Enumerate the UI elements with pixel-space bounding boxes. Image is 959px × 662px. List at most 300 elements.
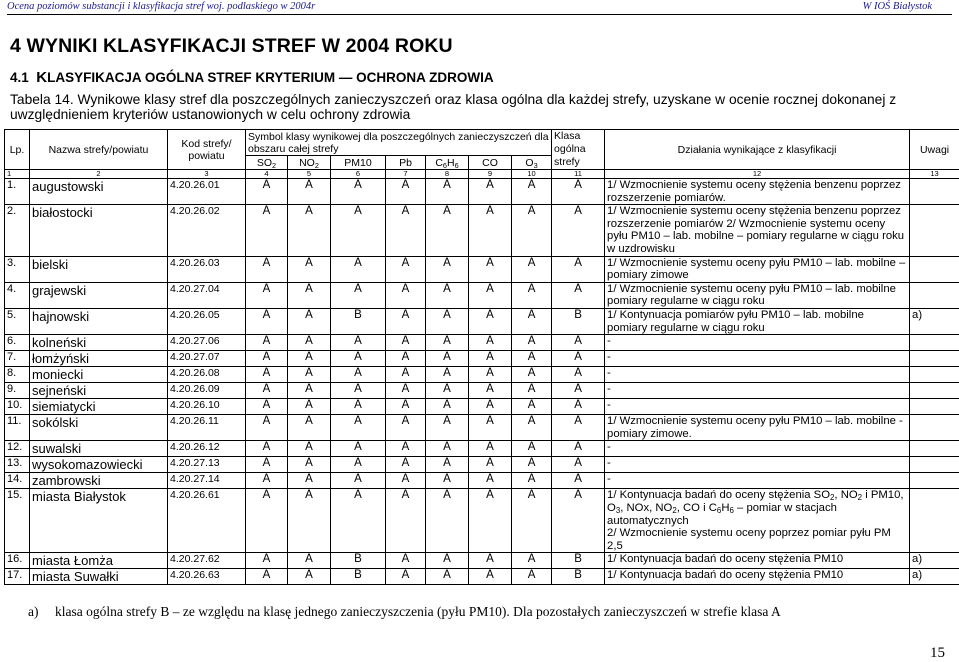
cell-name: sejneński <box>30 383 168 399</box>
column-number: 12 <box>605 170 910 179</box>
cell-actions: 1/ Wzmocnienie systemu oceny stężenia benzenu poprzez rozszerzenie pomiarów. <box>605 179 910 205</box>
cell-co: A <box>469 256 512 282</box>
header-right: W IOŚ Białystok <box>863 1 932 12</box>
cell-actions <box>605 489 910 553</box>
cell-pb: A <box>386 399 426 415</box>
cell-c6h6: A <box>426 367 469 383</box>
cell-name: zambrowski <box>30 473 168 489</box>
cell-co: A <box>469 205 512 256</box>
header-c6h6 <box>426 156 469 170</box>
cell-name: suwalski <box>30 441 168 457</box>
cell-klasa: A <box>552 399 605 415</box>
cell-lp: 3. <box>5 256 30 282</box>
cell-lp: 10. <box>5 399 30 415</box>
cell-no2: A <box>288 441 331 457</box>
header-pb: Pb <box>386 156 426 170</box>
cell-klasa: A <box>552 441 605 457</box>
page-number: 15 <box>930 645 945 662</box>
cell-no2: A <box>288 473 331 489</box>
cell-pm10: B <box>331 308 386 334</box>
cell-lp: 16. <box>5 553 30 569</box>
cell-so2: A <box>246 351 288 367</box>
cell-code: 4.20.26.03 <box>168 256 246 282</box>
column-number: 9 <box>469 170 512 179</box>
cell-pm10: A <box>331 415 386 441</box>
table-row <box>5 205 959 256</box>
cell-o3: A <box>512 553 552 569</box>
cell-lp: 6. <box>5 335 30 351</box>
cell-name: miasta Łomża <box>30 553 168 569</box>
cell-so2: A <box>246 489 288 553</box>
cell-c6h6: A <box>426 415 469 441</box>
cell-c6h6: A <box>426 383 469 399</box>
actions-part: 2 <box>858 493 862 502</box>
cell-pm10: A <box>331 399 386 415</box>
cell-co: A <box>469 308 512 334</box>
cell-name: bielski <box>30 256 168 282</box>
cell-o3: A <box>512 473 552 489</box>
column-number: 3 <box>168 170 246 179</box>
header-so2 <box>246 156 288 170</box>
table-row <box>5 415 959 441</box>
cell-co: A <box>469 399 512 415</box>
heading-2-first-letter: K <box>36 69 47 86</box>
cell-code: 4.20.27.14 <box>168 473 246 489</box>
cell-so2: A <box>246 569 288 585</box>
cell-o3: A <box>512 489 552 553</box>
cell-lp: 15. <box>5 489 30 553</box>
cell-o3: A <box>512 179 552 205</box>
cell-pm10: A <box>331 179 386 205</box>
cell-o3: A <box>512 335 552 351</box>
cell-actions: - <box>605 367 910 383</box>
column-number: 2 <box>30 170 168 179</box>
cell-code: 4.20.27.62 <box>168 553 246 569</box>
cell-code: 4.20.26.63 <box>168 569 246 585</box>
cell-code: 4.20.26.02 <box>168 205 246 256</box>
column-number: 5 <box>288 170 331 179</box>
cell-lp: 7. <box>5 351 30 367</box>
cell-so2: A <box>246 335 288 351</box>
actions-part: 2/ Wzmocnienie systemu oceny poprzez pomiar pyłu PM 2,5 <box>607 527 891 552</box>
cell-no2: A <box>288 383 331 399</box>
footnote <box>28 604 781 620</box>
cell-pb: A <box>386 351 426 367</box>
cell-o3: A <box>512 308 552 334</box>
cell-remarks <box>910 489 959 553</box>
cell-so2: A <box>246 441 288 457</box>
cell-actions: - <box>605 383 910 399</box>
table-row <box>5 399 959 415</box>
cell-pm10: A <box>331 205 386 256</box>
actions-part: 2 <box>672 506 676 515</box>
cell-o3: A <box>512 383 552 399</box>
actions-part: H <box>721 502 729 514</box>
cell-pm10: B <box>331 569 386 585</box>
header-remarks: Uwagi <box>910 130 959 170</box>
cell-pb: A <box>386 553 426 569</box>
column-number: 13 <box>910 170 959 179</box>
cell-c6h6: A <box>426 308 469 334</box>
column-number: 11 <box>552 170 605 179</box>
table-row <box>5 335 959 351</box>
cell-code: 4.20.27.13 <box>168 457 246 473</box>
cell-klasa: B <box>552 569 605 585</box>
table-row <box>5 308 959 334</box>
cell-lp: 9. <box>5 383 30 399</box>
cell-actions: - <box>605 457 910 473</box>
cell-c6h6: A <box>426 256 469 282</box>
cell-so2: A <box>246 457 288 473</box>
cell-remarks: a) <box>910 308 959 334</box>
cell-lp: 17. <box>5 569 30 585</box>
cell-remarks <box>910 399 959 415</box>
cell-lp: 8. <box>5 367 30 383</box>
actions-part: 2 <box>830 493 834 502</box>
header-o3 <box>512 156 552 170</box>
cell-c6h6: A <box>426 179 469 205</box>
actions-part: 6 <box>717 506 721 515</box>
c6h6-sub1: 6 <box>443 161 447 170</box>
cell-pm10: A <box>331 335 386 351</box>
header-symbol: Symbol klasy wynikowej dla poszczególnych zanieczyszczeń dla obszaru całej strefy <box>246 130 552 156</box>
cell-klasa: A <box>552 282 605 308</box>
cell-klasa: B <box>552 308 605 334</box>
cell-no2: A <box>288 308 331 334</box>
cell-name: miasta Białystok <box>30 489 168 553</box>
cell-no2: A <box>288 569 331 585</box>
cell-code: 4.20.26.61 <box>168 489 246 553</box>
table-caption: Tabela 14. Wynikowe klasy stref dla poszczególnych zanieczyszczeń oraz klasa ogólna dla każdej strefy, uzyskane w ocenie rocznej dokonanej z uwzględnieniem kryteriów ustanowionych w celu ochrony zdrowia <box>10 92 955 122</box>
cell-pb: A <box>386 383 426 399</box>
cell-pb: A <box>386 415 426 441</box>
cell-pm10: A <box>331 457 386 473</box>
cell-lp: 2. <box>5 205 30 256</box>
cell-pb: A <box>386 282 426 308</box>
cell-co: A <box>469 351 512 367</box>
cell-so2: A <box>246 282 288 308</box>
cell-pb: A <box>386 473 426 489</box>
cell-c6h6: A <box>426 205 469 256</box>
cell-lp: 14. <box>5 473 30 489</box>
cell-code: 4.20.26.09 <box>168 383 246 399</box>
cell-actions: 1/ Kontynuacja badań do oceny stężenia PM10 <box>605 553 910 569</box>
cell-c6h6: A <box>426 553 469 569</box>
cell-pm10: A <box>331 383 386 399</box>
cell-c6h6: A <box>426 489 469 553</box>
cell-klasa: A <box>552 256 605 282</box>
actions-part: i PM10, O <box>607 489 903 514</box>
cell-so2: A <box>246 367 288 383</box>
heading-2 <box>10 69 494 86</box>
cell-co: A <box>469 335 512 351</box>
cell-c6h6: A <box>426 351 469 367</box>
cell-c6h6: A <box>426 399 469 415</box>
cell-actions: - <box>605 351 910 367</box>
cell-remarks <box>910 205 959 256</box>
cell-co: A <box>469 473 512 489</box>
cell-remarks <box>910 383 959 399</box>
header-klasa: Klasa ogólna strefy <box>552 130 605 170</box>
cell-o3: A <box>512 441 552 457</box>
cell-code: 4.20.26.08 <box>168 367 246 383</box>
header-actions: Działania wynikające z klasyfikacji <box>605 130 910 170</box>
column-number: 8 <box>426 170 469 179</box>
cell-pb: A <box>386 205 426 256</box>
cell-name: kolneński <box>30 335 168 351</box>
cell-remarks <box>910 367 959 383</box>
heading-1: 4 WYNIKI KLASYFIKACJI STREF W 2004 ROKU <box>10 35 453 58</box>
cell-actions: - <box>605 335 910 351</box>
cell-o3: A <box>512 457 552 473</box>
table-row <box>5 256 959 282</box>
cell-c6h6: A <box>426 282 469 308</box>
column-number: 7 <box>386 170 426 179</box>
cell-co: A <box>469 553 512 569</box>
heading-2-number: 4.1 <box>10 70 29 85</box>
table-row <box>5 179 959 205</box>
cell-no2: A <box>288 367 331 383</box>
cell-name: siemiatycki <box>30 399 168 415</box>
cell-pb: A <box>386 489 426 553</box>
cell-klasa: A <box>552 179 605 205</box>
cell-remarks <box>910 256 959 282</box>
cell-klasa: A <box>552 457 605 473</box>
cell-remarks: a) <box>910 569 959 585</box>
header-rule <box>7 14 952 15</box>
cell-pm10: A <box>331 256 386 282</box>
footnote-label: a) <box>28 604 55 620</box>
cell-o3: A <box>512 399 552 415</box>
cell-code: 4.20.26.10 <box>168 399 246 415</box>
cell-no2: A <box>288 205 331 256</box>
cell-so2: A <box>246 415 288 441</box>
cell-so2: A <box>246 473 288 489</box>
table-row <box>5 351 959 367</box>
cell-pm10: A <box>331 489 386 553</box>
actions-part: 6 <box>730 506 734 515</box>
actions-part: 3 <box>616 506 620 515</box>
cell-no2: A <box>288 335 331 351</box>
cell-code: 4.20.27.07 <box>168 351 246 367</box>
cell-actions: - <box>605 441 910 457</box>
cell-actions: 1/ Kontynuacja pomiarów pyłu PM10 – lab. mobilne pomiary regularne w ciągu roku <box>605 308 910 334</box>
table-row <box>5 441 959 457</box>
cell-so2: A <box>246 256 288 282</box>
table-header-row <box>5 130 959 156</box>
cell-pb: A <box>386 367 426 383</box>
cell-co: A <box>469 415 512 441</box>
cell-klasa: A <box>552 367 605 383</box>
cell-no2: A <box>288 256 331 282</box>
c6h6-h: H <box>447 157 455 169</box>
table-row <box>5 383 959 399</box>
cell-name: augustowski <box>30 179 168 205</box>
cell-lp: 4. <box>5 282 30 308</box>
cell-so2: A <box>246 553 288 569</box>
cell-o3: A <box>512 415 552 441</box>
cell-pm10: A <box>331 282 386 308</box>
o3-sub: 3 <box>534 161 538 170</box>
column-number: 10 <box>512 170 552 179</box>
page-header <box>7 0 952 14</box>
table-row <box>5 282 959 308</box>
cell-pb: A <box>386 569 426 585</box>
cell-c6h6: A <box>426 441 469 457</box>
cell-actions: 1/ Kontynuacja badań do oceny stężenia PM10 <box>605 569 910 585</box>
so2-sub: 2 <box>272 161 276 170</box>
cell-remarks <box>910 415 959 441</box>
cell-lp: 13. <box>5 457 30 473</box>
cell-name: moniecki <box>30 367 168 383</box>
cell-code: 4.20.27.06 <box>168 335 246 351</box>
footnote-text: klasa ogólna strefy B – ze względu na klasę jednego zanieczyszczenia (pyłu PM10). Dla pozostałych zanieczyszczeń w strefie klasa A <box>55 604 781 619</box>
cell-co: A <box>469 569 512 585</box>
cell-so2: A <box>246 205 288 256</box>
cell-co: A <box>469 457 512 473</box>
cell-pb: A <box>386 308 426 334</box>
cell-name: grajewski <box>30 282 168 308</box>
cell-actions: 1/ Wzmocnienie systemu oceny pyłu PM10 – lab. mobilne - pomiary zimowe. <box>605 415 910 441</box>
column-number: 1 <box>5 170 30 179</box>
table-row <box>5 457 959 473</box>
column-number: 4 <box>246 170 288 179</box>
cell-c6h6: A <box>426 457 469 473</box>
cell-pm10: B <box>331 553 386 569</box>
actions-part: 1/ Kontynuacja badań do oceny stężenia SO <box>607 489 830 501</box>
cell-no2: A <box>288 399 331 415</box>
cell-remarks <box>910 282 959 308</box>
no2-sub: 2 <box>315 161 319 170</box>
cell-actions: - <box>605 473 910 489</box>
cell-lp: 12. <box>5 441 30 457</box>
cell-name: łomżyński <box>30 351 168 367</box>
cell-remarks <box>910 441 959 457</box>
cell-name: hajnowski <box>30 308 168 334</box>
cell-code: 4.20.26.05 <box>168 308 246 334</box>
cell-remarks <box>910 351 959 367</box>
cell-pm10: A <box>331 441 386 457</box>
cell-no2: A <box>288 282 331 308</box>
cell-actions: - <box>605 399 910 415</box>
table-row <box>5 367 959 383</box>
c6h6-c: C <box>435 157 443 169</box>
cell-klasa: A <box>552 335 605 351</box>
column-number-row <box>5 170 959 179</box>
column-number: 6 <box>331 170 386 179</box>
cell-o3: A <box>512 367 552 383</box>
cell-pb: A <box>386 335 426 351</box>
cell-klasa: B <box>552 553 605 569</box>
cell-o3: A <box>512 205 552 256</box>
cell-co: A <box>469 179 512 205</box>
header-code: Kod strefy/ powiatu <box>168 130 246 170</box>
cell-code: 4.20.26.01 <box>168 179 246 205</box>
cell-so2: A <box>246 179 288 205</box>
classification-table <box>4 129 959 585</box>
cell-no2: A <box>288 351 331 367</box>
actions-part: , NOx, NO <box>620 502 672 514</box>
cell-pm10: A <box>331 351 386 367</box>
cell-remarks <box>910 457 959 473</box>
cell-klasa: A <box>552 489 605 553</box>
cell-lp: 11. <box>5 415 30 441</box>
table-row <box>5 473 959 489</box>
cell-lp: 1. <box>5 179 30 205</box>
cell-no2: A <box>288 179 331 205</box>
cell-code: 4.20.26.12 <box>168 441 246 457</box>
cell-lp: 5. <box>5 308 30 334</box>
cell-pb: A <box>386 256 426 282</box>
cell-no2: A <box>288 415 331 441</box>
cell-o3: A <box>512 256 552 282</box>
o3-text: O <box>525 157 533 169</box>
cell-actions: 1/ Wzmocnienie systemu oceny pyłu PM10 – lab. mobilne – pomiary zimowe <box>605 256 910 282</box>
cell-code: 4.20.27.04 <box>168 282 246 308</box>
cell-c6h6: A <box>426 473 469 489</box>
header-pm10: PM10 <box>331 156 386 170</box>
cell-remarks <box>910 335 959 351</box>
cell-pb: A <box>386 441 426 457</box>
cell-no2: A <box>288 489 331 553</box>
heading-2-text: LASYFIKACJA OGÓLNA STREF KRYTERIUM — OCHRONA ZDROWIA <box>47 70 494 85</box>
cell-so2: A <box>246 399 288 415</box>
cell-actions: 1/ Wzmocnienie systemu oceny stężenia benzenu poprzez rozszerzenie pomiarów 2/ Wzmocnienie systemu oceny pyłu PM10 – lab. mobilne – pomiary regularne w ciągu roku w uzdrowisku <box>605 205 910 256</box>
header-left: Ocena poziomów substancji i klasyfikacja stref woj. podlaskiego w 2004r <box>7 1 315 12</box>
cell-klasa: A <box>552 383 605 399</box>
cell-actions: 1/ Wzmocnienie systemu oceny pyłu PM10 – lab. mobilne pomiary regularne w ciągu roku <box>605 282 910 308</box>
cell-co: A <box>469 441 512 457</box>
cell-klasa: A <box>552 473 605 489</box>
cell-so2: A <box>246 383 288 399</box>
no2-text: NO <box>299 157 315 169</box>
cell-name: sokólski <box>30 415 168 441</box>
cell-remarks <box>910 179 959 205</box>
actions-part: , CO i C <box>677 502 717 514</box>
cell-so2: A <box>246 308 288 334</box>
cell-name: białostocki <box>30 205 168 256</box>
so2-text: SO <box>257 157 272 169</box>
cell-pm10: A <box>331 473 386 489</box>
cell-co: A <box>469 383 512 399</box>
table-row <box>5 553 959 569</box>
header-name: Nazwa strefy/powiatu <box>30 130 168 170</box>
cell-co: A <box>469 489 512 553</box>
cell-co: A <box>469 367 512 383</box>
table-row <box>5 569 959 585</box>
header-no2 <box>288 156 331 170</box>
table-row <box>5 489 959 553</box>
header-co: CO <box>469 156 512 170</box>
header-lp: Lp. <box>5 130 30 170</box>
cell-pb: A <box>386 179 426 205</box>
cell-o3: A <box>512 351 552 367</box>
cell-pm10: A <box>331 367 386 383</box>
cell-c6h6: A <box>426 335 469 351</box>
cell-co: A <box>469 282 512 308</box>
cell-name: miasta Suwałki <box>30 569 168 585</box>
cell-klasa: A <box>552 351 605 367</box>
actions-part: , NO <box>834 489 857 501</box>
cell-klasa: A <box>552 415 605 441</box>
cell-name: wysokomazowiecki <box>30 457 168 473</box>
cell-o3: A <box>512 282 552 308</box>
cell-no2: A <box>288 553 331 569</box>
cell-c6h6: A <box>426 569 469 585</box>
cell-no2: A <box>288 457 331 473</box>
cell-remarks <box>910 473 959 489</box>
cell-pb: A <box>386 457 426 473</box>
